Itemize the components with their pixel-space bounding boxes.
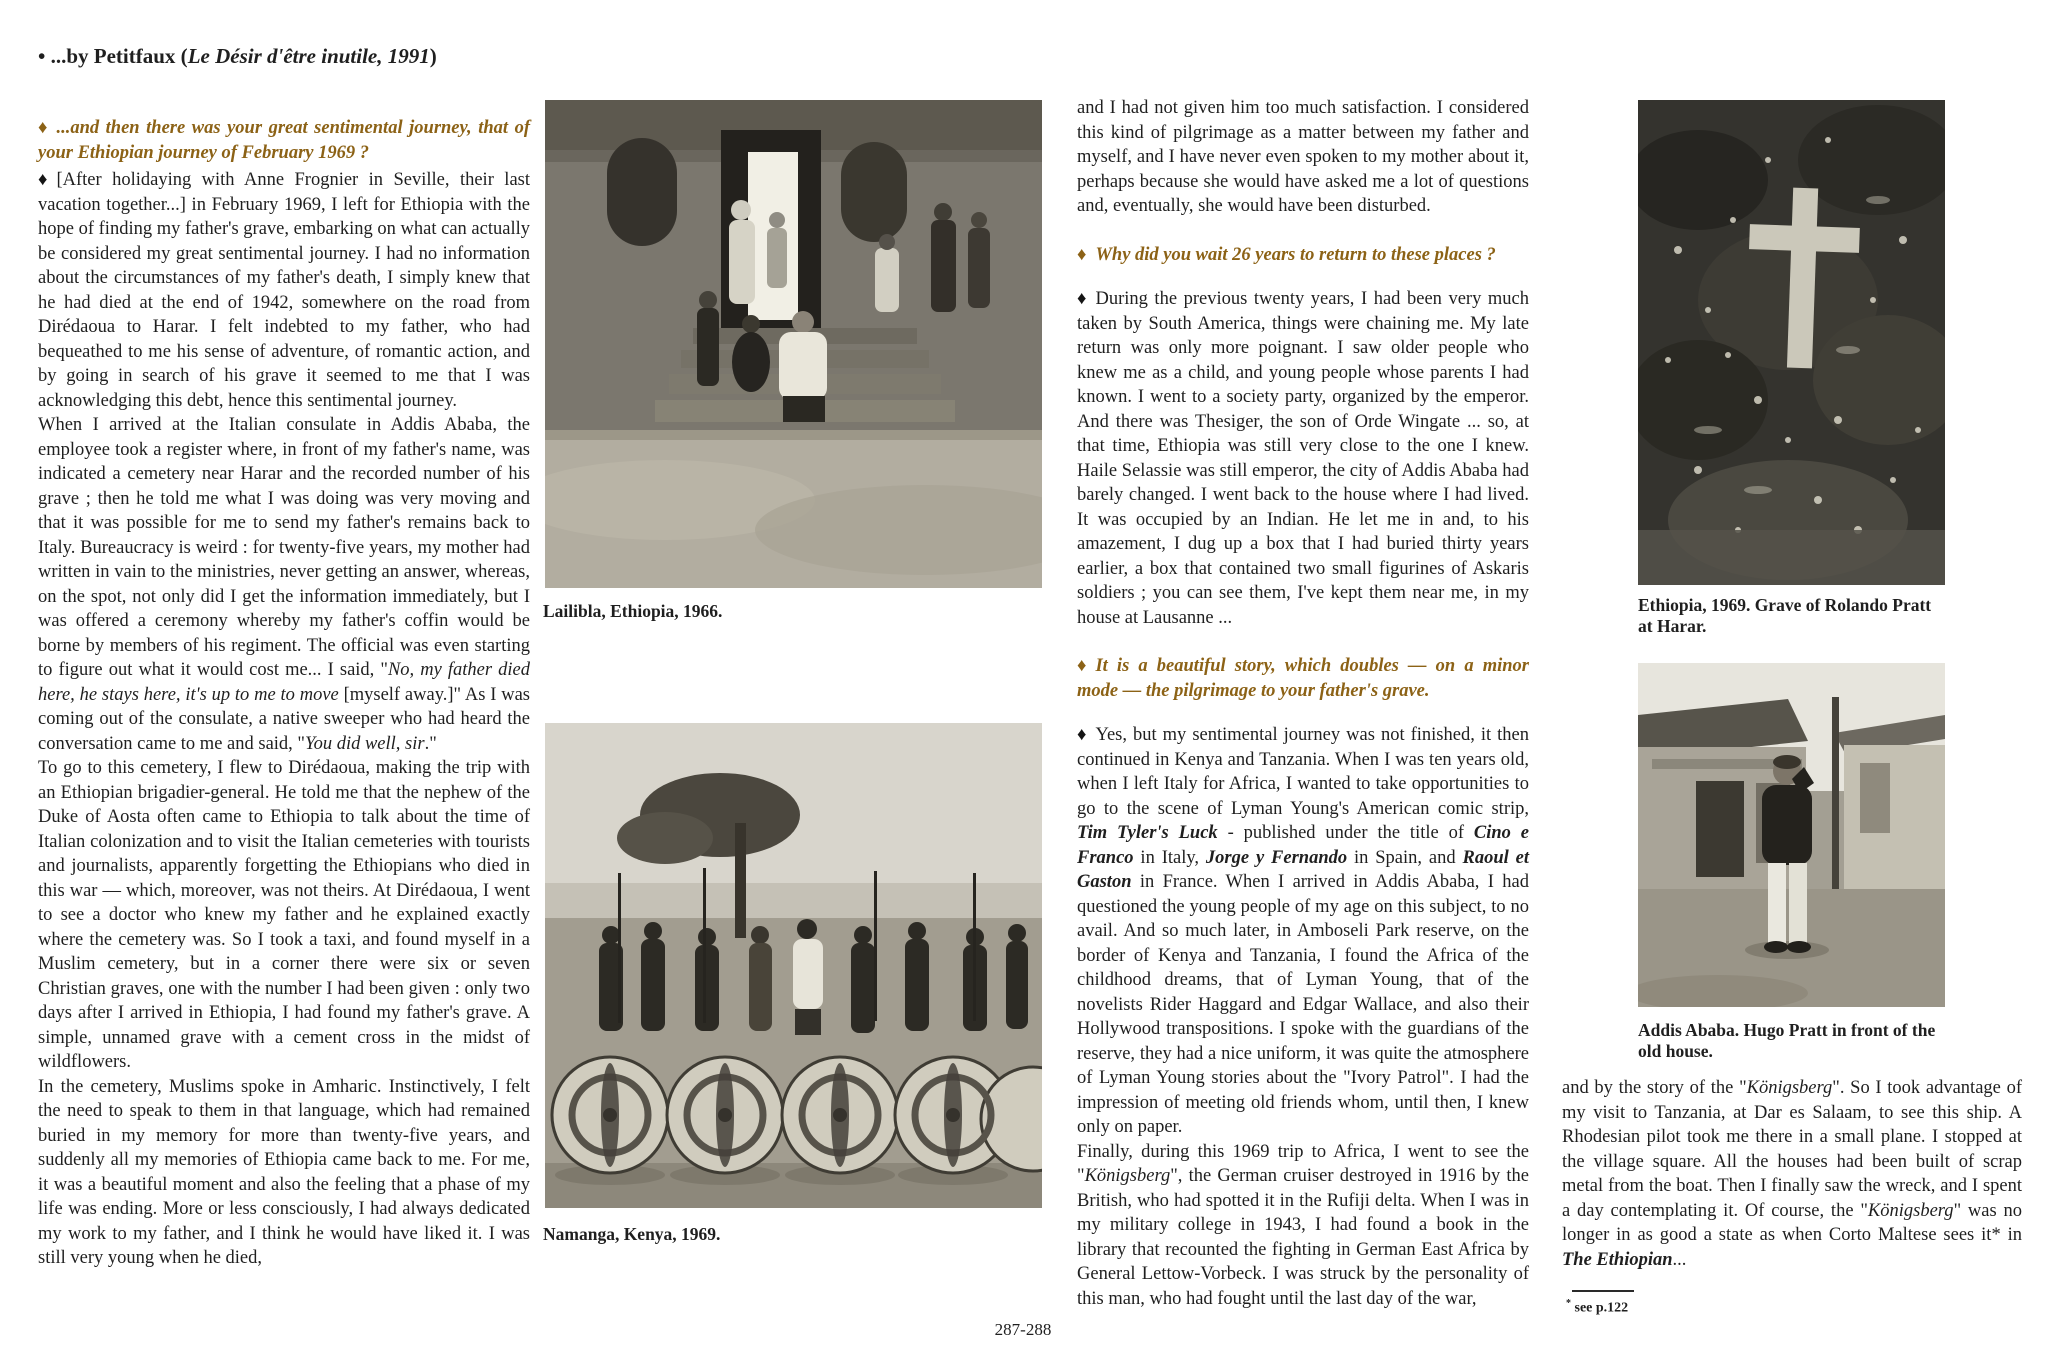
text-segment: - published under the title of bbox=[1217, 823, 1474, 843]
diamond-bullet-icon: ♦ bbox=[1077, 289, 1087, 309]
byline-prefix: ...by Petitfaux ( bbox=[50, 44, 188, 68]
answer-block bbox=[1077, 287, 1529, 630]
question-block bbox=[38, 116, 530, 165]
text-segment: Cino e Franco bbox=[1077, 823, 1529, 868]
text-segment: ." bbox=[424, 733, 437, 754]
text-segment: Why did you wait 26 years to return to these places ? bbox=[1095, 244, 1496, 265]
text-segment: Königsberg bbox=[1867, 1200, 1954, 1221]
paragraph-block bbox=[1562, 1076, 2022, 1272]
text-segment: Tim Tyler's Luck bbox=[1077, 823, 1218, 843]
text-segment: " was no longer in as good a state as when Corto Maltese sees it* in bbox=[1562, 1200, 2022, 1245]
text-segment: and by the story of the " bbox=[1562, 1078, 1747, 1098]
namanga-warriors-photo-image bbox=[545, 723, 1042, 1208]
text-segment: [After holidaying with Anne Frognier in Seville, their last vacation together...] in February 1969, I left for Ethiopia with the hope of finding my father's grave, embarking on what can actually be considered my great sentimental journey. I had no information about the circumstances of my father's death, I simply knew that he had died at the end of 1942, somewhere on the road from Dirédaoua to Harar. I felt indebted to my father, who had bequeathed to me his sense of adventure, of romantic action, and by going in search of his grave it seemed to me that I was acknowledging this debt, hence this sentimental journey. bbox=[38, 170, 530, 411]
photo-lalibela bbox=[545, 100, 1042, 588]
diamond-bullet-icon: ♦ bbox=[1077, 656, 1087, 676]
text-segment: To go to this cemetery, I flew to Dirédaoua, making the trip with an Ethiopian brigadier-general. He told me that the nephew of the Duke of Aosta often came to Ethiopia to talk about the time of Italian colonization and to visit the Italian cemeteries with tourists and journalists, apparently forgetting the Ethiopians who died in this war — which, moreover, was not theirs. At Dirédaoua, I went to see a doctor who knew my father and he explained exactly where the cemetery was. So I took a taxi, and found myself in a Muslim cemetery, but in a corner there were six or seven Christian graves, one with the number I had been given : only two days after I arrived in Ethiopia, I had found my father's grave. A simple, unnamed grave with a cement cross in the midst of wildflowers. bbox=[38, 758, 530, 1072]
byline-suffix: ) bbox=[429, 44, 437, 68]
interview-column-bottom-right bbox=[1562, 1076, 2022, 1272]
page-number: 287-288 bbox=[994, 1320, 1052, 1339]
photo-caption-grave: Ethiopia, 1969. Grave of Rolando Pratt at Harar. bbox=[1638, 595, 1932, 636]
diamond-bullet-icon: ♦ bbox=[38, 118, 48, 138]
text-segment: Jorge y Fernando bbox=[1205, 847, 1348, 868]
footnote-rule bbox=[1572, 1290, 1634, 1292]
diamond-bullet-icon: ♦ bbox=[1077, 725, 1087, 745]
text-segment: ". So I took advantage of my visit to Tanzania, at Dar es Salaam, to see this ship. A Rhodesian pilot took me there in a small plane. I stopped at the village square. All the houses had been built of scrap metal from the boat. Then I finally saw the wreck, and I spent a day contemplating it. Of course, the " bbox=[1562, 1078, 2022, 1221]
photo-namanga bbox=[545, 723, 1042, 1208]
paragraph-block bbox=[38, 413, 530, 756]
text-segment: Königsberg bbox=[1746, 1078, 1833, 1098]
text-segment: and I had not given him too much satisfaction. I considered this kind of pilgrimage as a matter between my father and myself, and I have never even spoken to my mother about it, perhaps because she would have asked me a lot of questions and, eventually, she would have been disturbed. bbox=[1077, 98, 1529, 216]
text-segment: in Italy, bbox=[1133, 847, 1206, 868]
text-segment: When I arrived at the Italian consulate in Addis Ababa, the employee took a register where, in front of my father's name, was indicated a cemetery near Harar and the recorded number of his grave ; then he told me what I was doing was very moving and that it was possible for me to send my father's remains back to Italy. Bureaucracy is weird : for twenty-five years, my mother had written in vain to the ministries, never getting an answer, whereas, on the spot, not only did I get the information immediately, but I was offered a ceremony whereby my father's coffin would be borne by members of his regiment. The official was even starting to figure out what it would cost me... I said, " bbox=[38, 415, 530, 680]
photo-caption-lalibela: Lailibla, Ethiopia, 1966. bbox=[543, 601, 723, 621]
grave-cross-photo-image bbox=[1638, 100, 1945, 585]
footnote bbox=[1566, 1298, 1628, 1317]
text-segment: It is a beautiful story, which doubles — on a minor mode — the pilgrimage to your father's grave. bbox=[1077, 656, 1529, 701]
question-block bbox=[1077, 243, 1529, 268]
text-segment: ...and then there was your great sentimental journey, that of your Ethiopian journey of February 1969 ? bbox=[38, 118, 530, 163]
bullet-dot: • bbox=[38, 44, 46, 68]
text-segment: ... bbox=[1672, 1249, 1687, 1270]
paragraph-block bbox=[1077, 1140, 1529, 1312]
text-segment: Finally, during this 1969 trip to Africa, I went to see the " bbox=[1077, 1141, 1529, 1186]
text-segment: Yes, but my sentimental journey was not finished, it then continued in Kenya and Tanzania. When I was ten years old, when I left Italy for Africa, I wanted to take opportunities to go to the scene of Lyman Young's American comic strip, bbox=[1077, 725, 1529, 819]
question-block bbox=[1077, 654, 1529, 703]
photo-caption-namanga: Namanga, Kenya, 1969. bbox=[543, 1224, 721, 1244]
interview-column-middle bbox=[1077, 96, 1529, 1311]
answer-block bbox=[38, 168, 530, 413]
photo-house bbox=[1638, 663, 1945, 1007]
text-segment: No, my father died here, he stays here, it's up to me to move bbox=[38, 660, 531, 705]
text-segment: ", the German cruiser destroyed in 1916 by the British, who had spotted it in the Rufiji delta. When I was in my military college in 1943, I had found a book in the library that recounted the fighting in German East Africa by General Lettow-Vorbeck. I was struck by the personality of this man, who had fought until the last day of the war, bbox=[1077, 1166, 1529, 1309]
text-segment: in Spain, and bbox=[1347, 847, 1463, 868]
photo-grave bbox=[1638, 100, 1945, 585]
diamond-bullet-icon: ♦ bbox=[38, 170, 48, 190]
paragraph-block bbox=[1077, 96, 1529, 219]
photo-caption-house: Addis Ababa. Hugo Pratt in front of the old house. bbox=[1638, 1020, 1936, 1061]
text-segment: You did well, sir bbox=[304, 733, 425, 754]
text-segment: in France. When I arrived in Addis Ababa, I had questioned the young people of my age on this subject, to no avail. And so much later, in Amboseli Park reserve, on the border of Kenya and Tanzania, I found the Africa of the childhood dreams, that of Lyman Young, that of the novelists Rider Haggard and Edgar Wallace, and also their Hollywood transpositions. I spoke with the guardians of the reserve, they had a nice uniform, it was quite the atmosphere of Lyman Young stories about the "Ivory Patrol". I had the impression of meeting old friends whom, until then, I knew only on paper. bbox=[1077, 872, 1529, 1137]
interview-column-left bbox=[38, 116, 530, 1271]
byline-heading bbox=[38, 44, 437, 69]
footnote-text: see p.122 bbox=[1574, 1300, 1629, 1316]
text-segment: In the cemetery, Muslims spoke in Amharic. Instinctively, I felt the need to speak to them in that language, which had remained buried in my memory for more than twenty-five years, and suddenly all my memories of Ethiopia came back to me. For me, it was a beautiful moment and also the feeling that a phase of my life was ending. More or less consciously, I had always dedicated my work to my father, and I think he would have liked it. I was still very young when he died, bbox=[38, 1076, 530, 1268]
text-segment: Raoul et Gaston bbox=[1077, 847, 1530, 892]
text-segment: The Ethiopian bbox=[1562, 1249, 1673, 1270]
paragraph-block bbox=[38, 756, 530, 1075]
text-segment: [myself away.]" As I was coming out of the consulate, a native sweeper who had heard the conversation came to me and said, " bbox=[38, 684, 531, 754]
answer-block bbox=[1077, 723, 1529, 1140]
lalibela-church-photo-image bbox=[545, 100, 1042, 588]
text-segment: During the previous twenty years, I had been very much taken by South America, things were chaining me. My late return was only more poignant. I saw older people who knew me as a child, and young people whose parents I had known. I went to a society party, organized by the emperor. And there was Thesiger, the son of Orde Wingate ... so, at that time, Ethiopia was still very close to the one I knew. Haile Selassie was still emperor, the city of Addis Ababa had barely changed. I went back to the house where I had lived. It was occupied by an Indian. He let me in and, to his amazement, I dug up a box that I had buried thirty years earlier, a box that contained two small figurines of Askaris soldiers ; you can see them, I've kept them near me, in my house at Lausanne ... bbox=[1077, 289, 1529, 628]
book-title: Le Désir d'être inutile, 1991 bbox=[187, 44, 430, 68]
hugo-pratt-house-photo-image bbox=[1638, 663, 1945, 1007]
paragraph-block bbox=[38, 1075, 530, 1271]
text-segment: Königsberg bbox=[1084, 1166, 1171, 1186]
footnote-marker: * bbox=[1566, 1298, 1571, 1309]
diamond-bullet-icon: ♦ bbox=[1077, 244, 1087, 265]
